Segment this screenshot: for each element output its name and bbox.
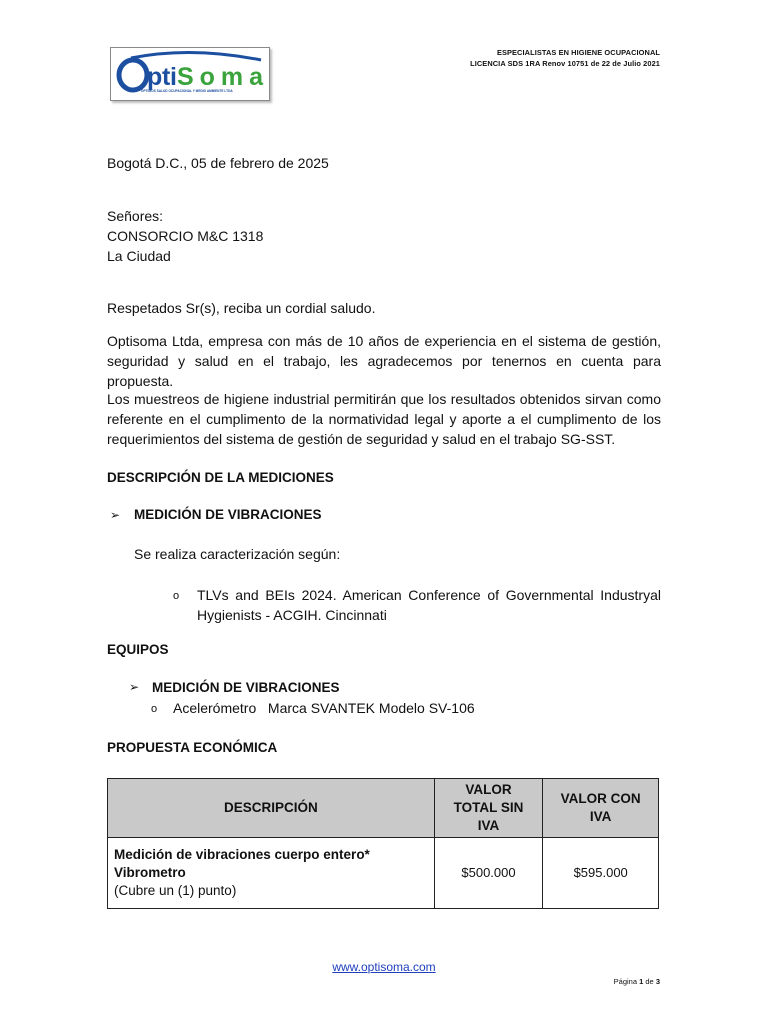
- purpose-paragraph: Los muestreos de higiene industrial permitirán que los resultados obtenidos sirvan como referente en el cumplimento de la normatividad legal y aporte a el cumplimento de los requerimientos del sistema de gestión de seguridad y salud en el trabajo SG-SST.: [107, 391, 661, 447]
- arrow-bullet-icon: ➢: [110, 508, 121, 522]
- row-description: [108, 838, 435, 909]
- measurement-item: MEDICIÓN DE VIBRACIONES: [134, 507, 322, 522]
- reference-text: TLVs and BEIs 2024. American Conference of Governmental Industryal Hygienists - ACGIH. Cincinnati: [197, 587, 661, 623]
- row-description-note: (Cubre un (1) punto): [114, 883, 237, 898]
- svg-text:Soma: Soma: [177, 63, 263, 91]
- recipient-salutation: Señores:: [107, 208, 164, 224]
- arrow-bullet-icon: ➢: [129, 680, 140, 694]
- svg-text:pti: pti: [147, 63, 177, 91]
- table-header-row: [108, 779, 659, 838]
- header-description: DESCRIPCIÓN: [108, 779, 435, 838]
- equipment-heading: EQUIPOS: [107, 642, 169, 657]
- table-row: [108, 838, 659, 909]
- page-label: Página: [613, 977, 638, 986]
- row-value-no-iva: $500.000: [434, 838, 543, 909]
- page-current: 1: [639, 977, 644, 986]
- header-license-block: [470, 46, 660, 70]
- characterization-text: Se realiza caracterización según:: [134, 546, 341, 562]
- equipment-detail: Acelerómetro Marca SVANTEK Modelo SV-106: [173, 700, 475, 716]
- page-number: [614, 977, 660, 986]
- recipient-city: La Ciudad: [107, 248, 171, 264]
- header-value-iva: VALOR CON IVA: [543, 779, 659, 838]
- date-line: Bogotá D.C., 05 de febrero de 2025: [107, 155, 329, 171]
- recipient-block: [107, 206, 661, 266]
- row-value-iva: $595.000: [543, 838, 659, 909]
- row-description-title: Medición de vibraciones cuerpo entero* Vibrometro: [114, 847, 370, 880]
- header-license: LICENCIA SDS 1RA Renov 10751 de 22 de Julio 2021: [470, 59, 660, 68]
- circle-bullet-icon: o: [173, 590, 180, 602]
- logo-tagline: OPTIMOS SALUD OCUPACIONAL Y MEDIO AMBIENTE LTDA: [141, 89, 233, 93]
- company-logo: [110, 47, 270, 101]
- proposal-table: [107, 778, 659, 909]
- page-of: de: [645, 977, 654, 986]
- header-value-no-iva: VALOR TOTAL SIN IVA: [434, 779, 543, 838]
- recipient-company: CONSORCIO M&C 1318: [107, 228, 264, 244]
- greeting: Respetados Sr(s), reciba un cordial saludo.: [107, 300, 376, 316]
- intro-paragraph: Optisoma Ltda, empresa con más de 10 años de experiencia en el sistema de gestión, seguridad y salud en el trabajo, les agradecemos por tenernos en cuenta para propuesta.: [107, 333, 661, 389]
- proposal-heading: PROPUESTA ECONÓMICA: [107, 740, 278, 755]
- header-specialty: ESPECIALISTAS EN HIGIENE OCUPACIONAL: [496, 48, 660, 57]
- website-link[interactable]: www.optisoma.com: [332, 960, 436, 974]
- page-total: 3: [655, 977, 660, 986]
- description-heading: DESCRIPCIÓN DE LA MEDICIONES: [107, 470, 334, 485]
- circle-bullet-icon: o: [151, 703, 158, 715]
- equipment-item: MEDICIÓN DE VIBRACIONES: [152, 680, 340, 695]
